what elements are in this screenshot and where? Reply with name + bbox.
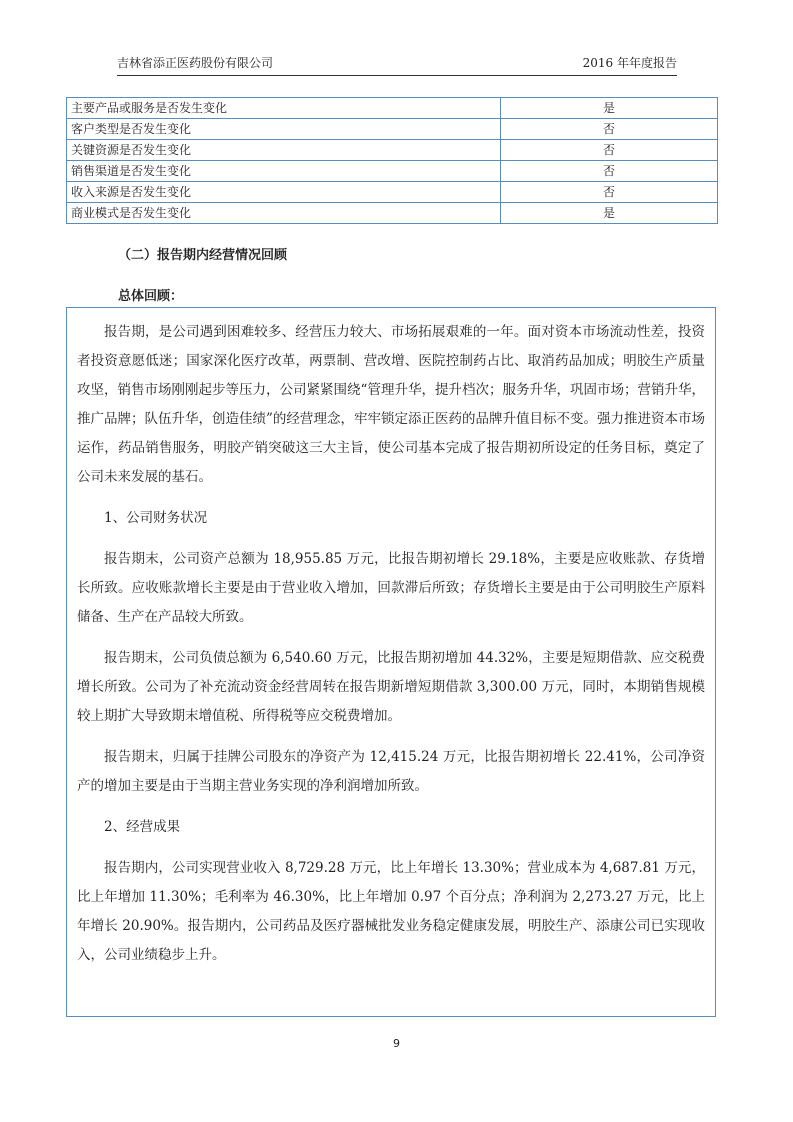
header-report-title: 2016 年年度报告 xyxy=(582,56,677,70)
header-company-name: 吉林省添正医药股份有限公司 xyxy=(117,56,274,70)
equity-paragraph: 报告期末，归属于挂牌公司股东的净资产为 12,415.24 万元，比报告期初增长 22.41%，公司净资产的增加主要是由于当期主营业务实现的净利润增加所致。 xyxy=(77,749,705,794)
table-row xyxy=(67,203,718,224)
table-cell-answer: 否 xyxy=(501,140,718,161)
table-cell-question: 商业模式是否发生变化 xyxy=(67,203,501,224)
table-cell-answer: 否 xyxy=(501,119,718,140)
table-cell-question: 主要产品或服务是否发生变化 xyxy=(67,98,501,119)
table-cell-answer: 否 xyxy=(501,182,718,203)
results-paragraph: 报告期内，公司实现营业收入 8,729.28 万元，比上年增长 13.30%；营业成本为 4,687.81 万元，比上年增加 11.30%；毛利率为 46.30%，比上年增加 0.97 个百分点；净利润为 2,273.27 万元，比上年增长 20.90%。报告期内，公司药品及医疗器械批发业务稳定健康发展，明胶生产、添康公司已实现收入，公司业绩稳步上升。 xyxy=(77,860,705,963)
table-cell-question: 关键资源是否发生变化 xyxy=(67,140,501,161)
table-row xyxy=(67,98,718,119)
business-model-change-table xyxy=(66,97,718,224)
operating-results-heading: 2、经营成果 xyxy=(104,819,181,835)
table-cell-question: 客户类型是否发生变化 xyxy=(67,119,501,140)
financial-status-heading: 1、公司财务状况 xyxy=(104,510,208,526)
table-row xyxy=(67,140,718,161)
assets-paragraph: 报告期末，公司资产总额为 18,955.85 万元，比报告期初增长 29.18%，主要是应收账款、存货增长所致。应收账款增长主要是由于营业收入增加，回款滞后所致；存货增长主要是由于公司明胶生产原料储备、生产在产品较大所致。 xyxy=(77,551,705,625)
table-cell-answer: 是 xyxy=(501,98,718,119)
table-cell-answer: 否 xyxy=(501,161,718,182)
table-row xyxy=(67,182,718,203)
table-cell-question: 收入来源是否发生变化 xyxy=(67,182,501,203)
page-header xyxy=(117,55,677,76)
liabilities-paragraph: 报告期末，公司负债总额为 6,540.60 万元，比报告期初增加 44.32%，主要是短期借款、应交税费增长所致。公司为了补充流动资金经营周转在报告期新增短期借款 3,300.00 万元，同时，本期销售规模较上期扩大导致期末增值税、所得税等应交税费增加。 xyxy=(77,650,705,724)
overview-content-box xyxy=(66,307,716,1017)
section-title: （二）报告期内经营情况回顾 xyxy=(118,248,288,263)
table-cell-answer: 是 xyxy=(501,203,718,224)
page-number: 9 xyxy=(393,1037,400,1050)
intro-paragraph: 报告期，是公司遇到困难较多、经营压力较大、市场拓展艰难的一年。面对资本市场流动性差，投资者投资意愿低迷；国家深化医疗改革，两票制、营改增、医院控制药占比、取消药品加成；明胶生产质量攻坚，销售市场刚刚起步等压力，公司紧紧围绕“管理升华，提升档次；服务升华，巩固市场；营销升华，推广品牌；队伍升华，创造佳绩”的经营理念，牢牢锁定添正医药的品牌升值目标不变。强力推进资本市场运作，药品销售服务，明胶产销突破这三大主旨，使公司基本完成了报告期初所设定的任务目标，奠定了公司未来发展的基石。 xyxy=(77,324,705,485)
table-row xyxy=(67,161,718,182)
table-cell-question: 销售渠道是否发生变化 xyxy=(67,161,501,182)
overview-title: 总体回顾： xyxy=(118,289,184,304)
table-row xyxy=(67,119,718,140)
